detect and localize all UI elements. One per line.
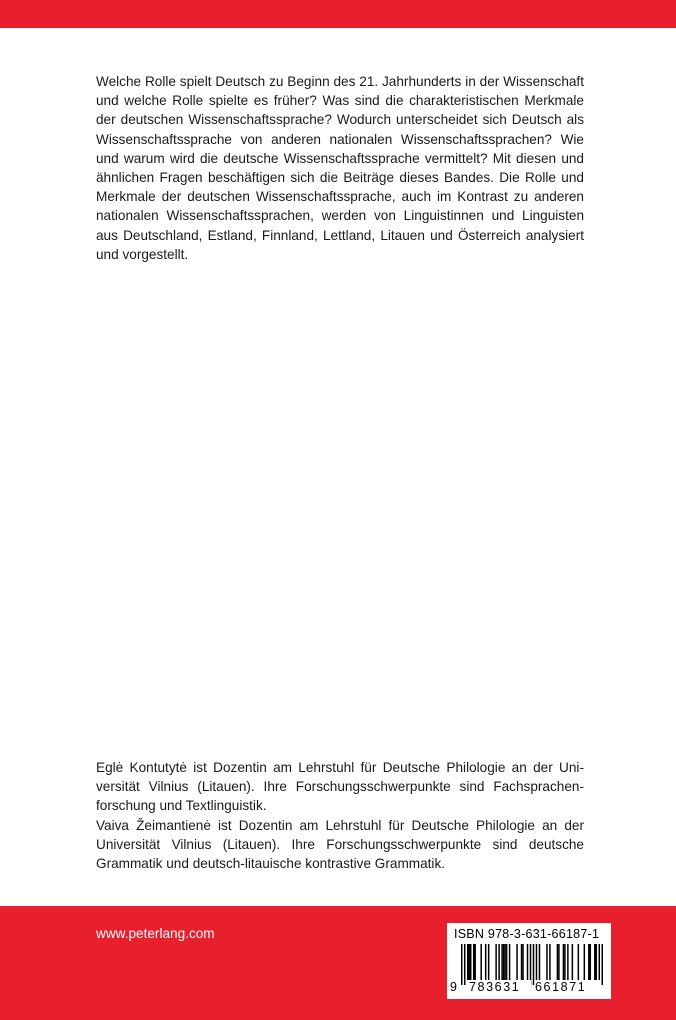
barcode-bar [464,944,465,985]
barcode-bar [521,944,522,980]
barcode-bar [564,944,565,980]
barcode-bar [480,944,481,980]
barcode-bar [527,944,528,980]
barcode-bar [578,944,579,980]
author-bio-2: Vaiva Žeimantienė ist Dozentin am Lehrstuhl für Deutsche Philologie an der Universität Vilnius (Litauen). Ihre Forschungsschwerpunkte sind deutsche Grammatik und deutsch-litauische kontrastive Grammatik. [96,817,584,872]
bottom-color-band [0,906,676,1020]
barcode-bar [468,944,469,980]
barcode-bar [539,944,540,980]
author-bio-1: Eglė Kontutytė ist Dozentin am Lehrstuhl für Deutsche Philologie an der Universität Vilnius (Litauen). Ihre Forschungsschwerpunkte sind Fachsprachenforschung und Textlinguistik. [96,760,584,814]
barcode-bar [572,944,573,980]
barcode-right-digits: 661871 [535,980,601,994]
barcode-bar [522,944,523,980]
barcode-bar [567,944,568,980]
barcode-left-digits: 783631 [469,980,531,994]
barcode-bar [590,944,591,980]
barcode-bar [504,944,505,980]
barcode-bar [503,944,504,980]
barcode-bar [488,944,489,980]
barcode-bar [584,944,585,980]
barcode-bar [501,944,502,980]
barcode-bar [495,944,496,980]
barcode-bar [470,944,471,980]
barcode-bar [563,944,564,980]
barcode-bar [594,944,595,980]
barcode-bars [461,944,603,985]
barcode-bar [461,944,462,985]
barcode-bar [549,944,550,980]
barcode-bar [516,944,517,980]
barcode-bar [596,944,597,980]
barcode-lead-digit: 9 [450,980,457,994]
barcode-bar [474,944,475,980]
publisher-website[interactable]: www.peterlang.com [96,926,215,941]
barcode-bar [485,944,486,980]
barcode-bar [533,944,534,985]
barcode-bar [557,944,558,980]
author-bios [96,758,584,873]
barcode-bar [530,944,531,985]
barcode-digits [447,980,611,998]
barcode-bar [558,944,559,980]
top-color-band [0,0,676,28]
barcode-bar [498,944,499,980]
barcode-bar [509,944,510,980]
barcode-bar [536,944,537,980]
barcode-bar [467,944,468,980]
barcode-bar [546,944,547,980]
barcode-panel [447,923,611,999]
barcode-bar [473,944,474,980]
barcode-bar [506,944,507,980]
barcode-bar [599,944,600,985]
back-cover-blurb: Welche Rolle spielt Deutsch zu Beginn des 21. Jahrhunderts in der Wissenschaft und welche Rolle spielte es früher? Was sind die charakteristischen Merkmale der deutschen Wissenschaftssprache? Wodurch unterscheidet sich Deutsch als Wissenschaftssprache von anderen nationalen Wissenschaftssprachen? Wie und warum wird die deutsche Wissenschaftssprache vermittelt? Mit diesen und ähnlichen Fragen beschäftigen sich die Beiträge dieses Bandes. Die Rolle und Merkmale der deutschen Wissenschaftssprache, auch im Kontrast zu anderen nationalen Wissenschaftssprachen, werden von Linguistinnen und Linguisten aus Deutschland, Estland, Finnland, Lettland, Litauen und Österreich analysiert und vorgestellt. [96,74,584,262]
isbn-label: ISBN 978-3-631-66187-1 [454,927,600,941]
barcode-bar [602,944,603,985]
barcode-bar [588,944,589,980]
